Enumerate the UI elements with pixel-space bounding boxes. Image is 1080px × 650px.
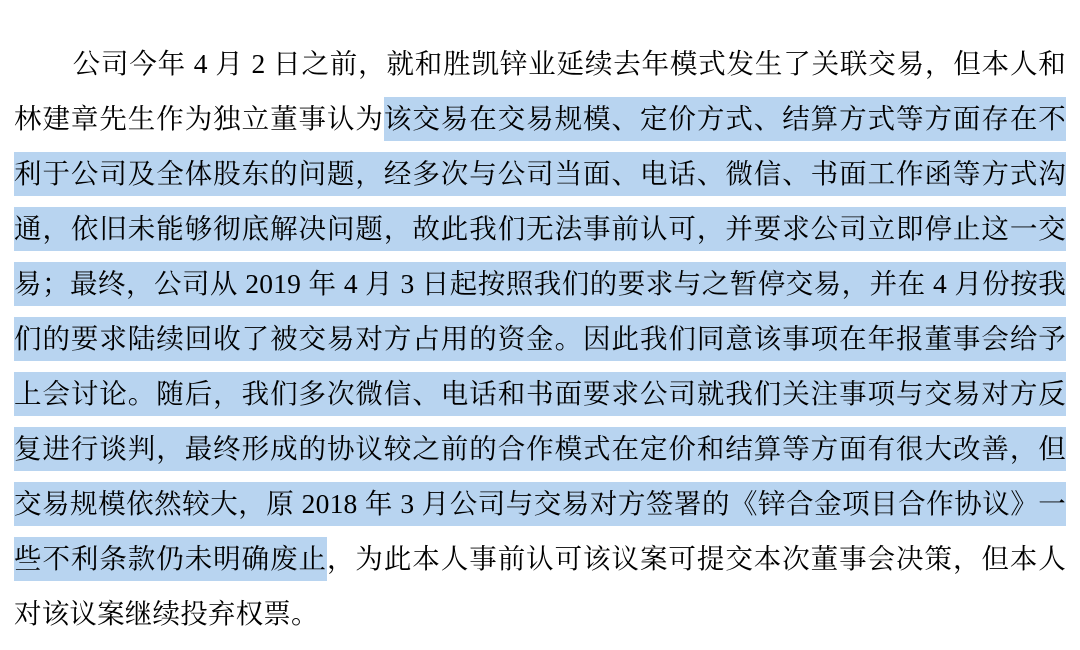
text-segment-highlighted: 该交易在交易规模、定价方式、结算方式等方面存在不利于公司及全体股东的问题，经多次与公司当面、电话、微信、书面工作函等方式沟通，依旧未能够彻底解决问题，故此我们无法事前认可，并要求公司立即停止这一交易；最终，公司从 2019 年 4 月 3 日起按照我们的要求与之暂停交易，并在 4 月份按我们的要求陆续回收了被交易对方占用的资金。因此我们同意该事项在年报董事会给予上会讨论。随后，我们多次微信、电话和书面要求公司就我们关注事项与交易对方反复进行谈判，最终形成的协议较之前的合作模式在定价和结算等方面有很大改善，但交易规模依然较大，原 2018 年 3 月公司与交易对方签署的《锌合金项目合作协议》一些不利条款仍未明确废止: [14, 97, 1066, 581]
text-segment-plain-tail: ，为此本人事前认可该议案可提交本次董事会决策，但本人对该议案继续投弃权票。: [14, 542, 1066, 629]
text-segment-plain-lead: 公司今年 4 月 2 日之前，就和胜凯锌业延续去年模式发生了关联交易，但本人和林建章先生作为独立董事认为: [14, 47, 1066, 134]
document-paragraph: [14, 36, 1066, 641]
